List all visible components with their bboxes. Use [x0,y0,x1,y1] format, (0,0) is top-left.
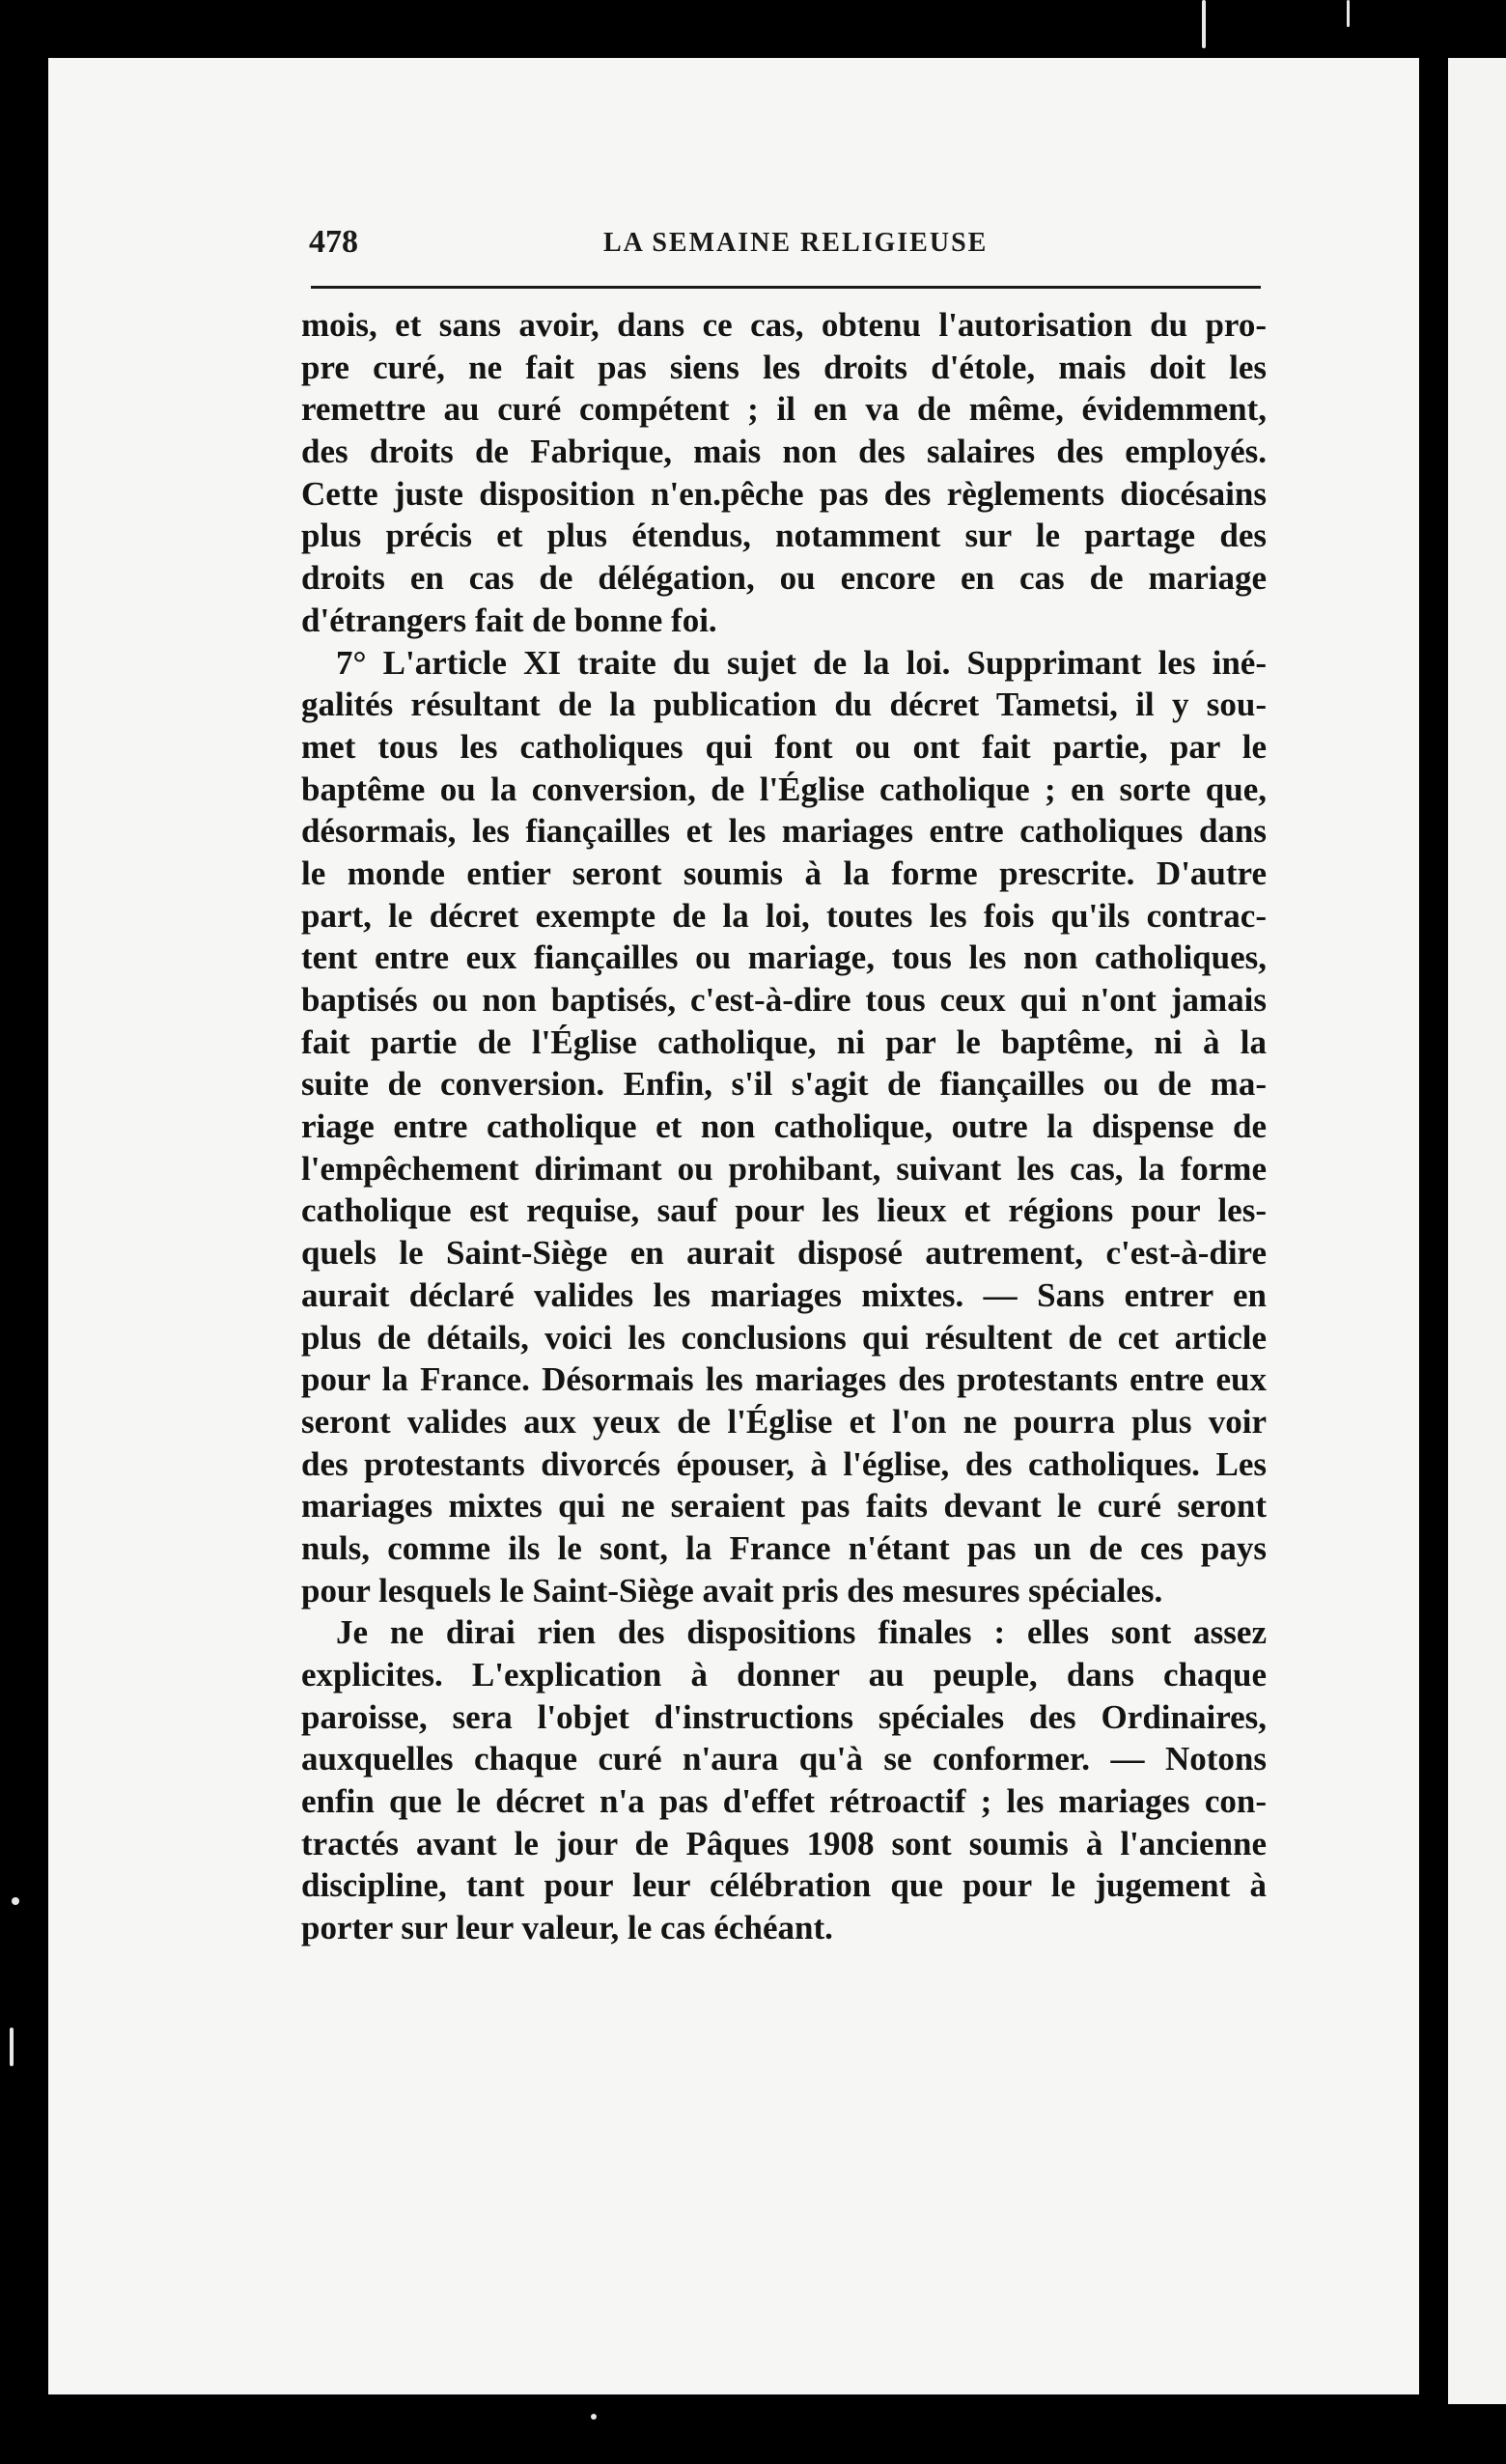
text-line: porter sur leur valeur, le cas échéant. [301,1909,833,1947]
text-line: paroisse, sera l'objet d'instructions spéciales des Ordinaires, [301,1697,1267,1736]
paragraph-start-line: Je ne dirai rien des dispositions finales : elles sont assez [336,1613,1267,1652]
text-line: Cette juste disposition n'en.pêche pas des règlements diocésains [301,474,1267,513]
text-line: catholique est requise, sauf pour les lieux et régions pour les- [301,1191,1267,1230]
text-line: mariages mixtes qui ne seraient pas faits devant le curé seront [301,1487,1267,1526]
text-line: remettre au curé compétent ; il en va de même, évidemment, [301,390,1267,429]
scan-speck [1202,0,1206,48]
text-line: nuls, comme ils le sont, la France n'étant pas un de ces pays [301,1528,1267,1567]
text-line: seront valides aux yeux de l'Église et l'on ne pourra plus voir [301,1402,1267,1441]
text-line: pre curé, ne fait pas siens les droits d'étole, mais doit les [301,348,1267,386]
adjacent-page-edge [1448,58,1506,2404]
text-line: quels le Saint-Siège en aurait disposé autrement, c'est-à-dire [301,1234,1267,1273]
text-line: plus de détails, voici les conclusions qui résultent de cet article [301,1318,1267,1357]
text-line: plus précis et plus étendus, notamment sur le partage des [301,517,1267,555]
text-line: le monde entier seront soumis à la forme prescrite. D'autre [301,854,1267,892]
header-rule [311,286,1261,289]
running-title: LA SEMAINE RELIGIEUSE [603,228,989,258]
text-line: part, le décret exempte de la loi, toutes les fois qu'ils contrac- [301,896,1267,935]
scan-speck [591,2414,597,2420]
text-line: baptême ou la conversion, de l'Église catholique ; en sorte que, [301,770,1267,808]
text-line: des protestants divorcés épouser, à l'église, des catholiques. Les [301,1444,1267,1483]
text-line: aurait déclaré valides les mariages mixtes. — Sans entrer en [301,1275,1267,1314]
text-line: tractés avant le jour de Pâques 1908 sont soumis à l'ancienne [301,1824,1267,1862]
text-line: explicites. L'explication à donner au peuple, dans chaque [301,1656,1267,1694]
text-line: galités résultant de la publication du décret Tametsi, il y sou- [301,686,1267,724]
text-line: tent entre eux fiançailles ou mariage, tous les non catholiques, [301,938,1267,977]
page-number: 478 [309,224,358,260]
page-header [309,224,1265,282]
body-text [301,304,1267,1949]
text-line: enfin que le décret n'a pas d'effet rétroactif ; les mariages con- [301,1782,1267,1821]
text-line: discipline, tant pour leur célébration que pour le jugement à [301,1866,1267,1905]
text-line: auxquelles chaque curé n'aura qu'à se conformer. — Notons [301,1740,1267,1778]
text-line: pour la France. Désormais les mariages des protestants entre eux [301,1360,1267,1399]
text-line: riage entre catholique et non catholique, outre la dispense de [301,1107,1267,1146]
text-line: droits en cas de délégation, ou encore en cas de mariage [301,559,1267,598]
paragraph-start-line: 7° L'article XI traite du sujet de la loi. Supprimant les iné- [336,643,1267,682]
text-line: suite de conversion. Enfin, s'il s'agit de fiançailles ou de ma- [301,1065,1267,1104]
text-line: fait partie de l'Église catholique, ni par le baptême, ni à la [301,1022,1267,1061]
scan-speck [10,2028,14,2066]
text-line: mois, et sans avoir, dans ce cas, obtenu l'autorisation du pro- [301,306,1267,344]
scan-speck [12,1897,19,1905]
text-line: met tous les catholiques qui font ou ont fait partie, par le [301,727,1267,766]
text-line: l'empêchement dirimant ou prohibant, suivant les cas, la forme [301,1149,1267,1188]
text-line: pour lesquels le Saint-Siège avait pris des mesures spéciales. [301,1571,1163,1610]
scan-speck [1347,0,1350,27]
text-line: d'étrangers fait de bonne foi. [301,601,717,639]
text-line: des droits de Fabrique, mais non des salaires des employés. [301,433,1267,471]
text-line: baptisés ou non baptisés, c'est-à-dire tous ceux qui n'ont jamais [301,981,1267,1019]
text-line: désormais, les fiançailles et les mariages entre catholiques dans [301,812,1267,851]
